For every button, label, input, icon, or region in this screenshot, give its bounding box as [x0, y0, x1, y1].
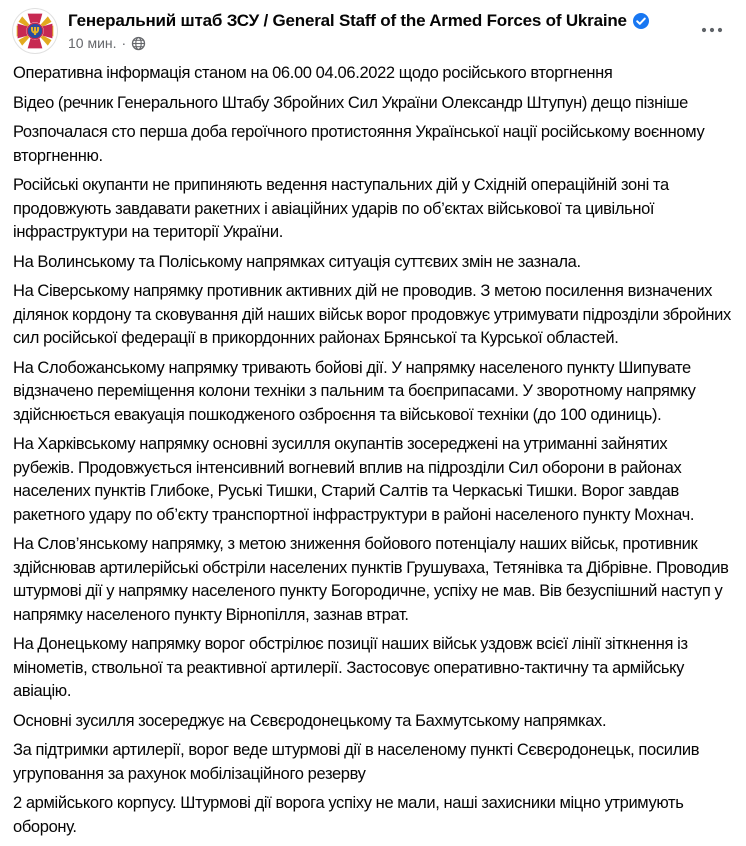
post-paragraph-2: Розпочалася сто перша доба героїчного протистояння Української нації російському воєнному вторгненню. [13, 123, 705, 165]
post-paragraph-0: Оперативна інформація станом на 06.00 04.06.2022 щодо російського вторгнення [13, 64, 613, 82]
globe-public-icon [131, 36, 146, 51]
page-name[interactable]: Генеральний штаб ЗСУ / General Staff of the Armed Forces of Ukraine [68, 11, 627, 30]
post-paragraph-7: На Харківському напрямку основні зусилля окупантів зосереджені на утриманні зайнятих рубежів. Продовжується інтенсивний вогневий вплив на підрозділи Сил оборони в районах населених пунктів Глибоке, Руські Тишки, Старий Салтів та Черкаські Тишки. Ворог завдав ракетного удару по об’єкту транспортної інфраструктури в районі населеного пункту Мохнач. [13, 435, 695, 524]
post-body [0, 58, 746, 839]
post-meta [68, 34, 649, 52]
post-paragraph-9: На Донецькому напрямку ворог обстрілює позиції наших військ уздовж всієї лінії зіткнення із мінометів, ствольної та реактивної артилерії. Застосовує оперативно-тактичну та армійську авіацію. [13, 635, 688, 700]
post-paragraph-6: На Слобожанському напрямку тривають бойові дії. У напрямку населеного пункту Шипувате відзначено переміщення колони техніки з пальним та боєприпасами. У зворотному напрямку здійснюється евакуація пошкодженого озброєння та військової техніки (до 100 одиниць). [13, 358, 696, 424]
post-paragraph-8: На Слов’янському напрямку, з метою зниження бойового потенціалу наших військ, противник здійснював артилерійські обстріли населених пунктів Грушуваха, Тетянівка та Дібрівне. Проводив штурмові дії у напрямку населеного пункту Богородичне, успіху не мав. Вів безуспішний наступ у напрямку населеного пункту Вірнопілля, зазнав втрат. [13, 535, 729, 624]
afu-general-staff-emblem-icon [13, 9, 57, 53]
post-header [0, 0, 746, 58]
more-options-button[interactable] [696, 16, 728, 44]
post-paragraph-10: Основні зусилля зосереджує на Сєвєродонецькому та Бахмутському напрямках. [13, 711, 607, 730]
meta-separator: · [121, 35, 127, 51]
post-paragraph-4: На Волинському та Поліському напрямках ситуація суттєвих змін не зазнала. [13, 252, 581, 271]
more-horizontal-icon [701, 27, 723, 33]
post-paragraph-11: За підтримки артилерії, ворог веде штурмові дії в населеному пункті Сєвєродонецьк, посилив угруповання за рахунок мобілізаційного резерву [13, 741, 700, 783]
post-paragraph-3: Російські окупанти не припиняють ведення наступальних дій у Східній операційній зоні та продовжують завдавати ракетних і авіаційних ударів по об’єктах військової та цивільної інфраструктури на території України. [13, 176, 669, 241]
header-text [68, 6, 649, 52]
timestamp[interactable]: 10 мин. [68, 35, 117, 51]
verified-badge-icon [633, 13, 649, 29]
post-paragraph-5: На Сіверському напрямку противник активних дій не проводив. З метою посилення визначених ділянок кордону та сковування дій наших військ ворог продовжує утримувати підрозділи збройних сил російської федерації в прикордонних районах Брянської та Курської областей. [13, 282, 731, 347]
page-avatar[interactable] [12, 8, 58, 54]
svg-text:Ψ: Ψ [30, 25, 40, 39]
post-paragraph-1: Відео (речник Генерального Штабу Збройних Сил України Олександр Штупун) дещо пізніше [13, 93, 688, 112]
post-paragraph-12-clipped: 2 армійського корпусу. Штурмові дії ворога успіху не мали, наші захисники міцно утримують оборону. [13, 794, 684, 836]
